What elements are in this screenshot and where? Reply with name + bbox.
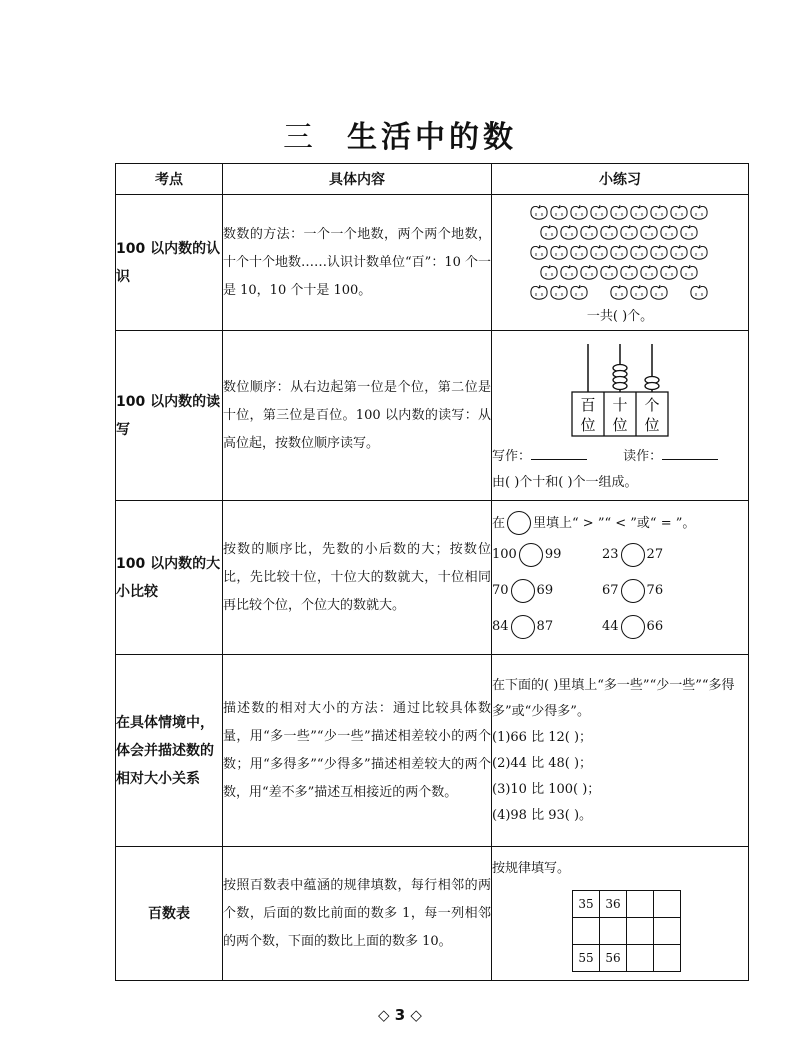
apples-illustration xyxy=(525,202,715,304)
num-b: 99 xyxy=(544,546,562,562)
list-item: (3)10 比 100( )； xyxy=(492,781,601,797)
row-content: 数位顺序：从右边起第一位是个位，第二位是十位，第三位是百位。100 以内数的读写：从高位起，按数位顺序读写。 xyxy=(223,331,492,501)
row-content: 数数的方法：一个一个地数，两个两个地数，十个十个地数……认识计数单位“百”：10 个一是 10，10 个十是 100。 xyxy=(223,195,492,331)
apple-icon xyxy=(661,225,677,239)
apple-icon xyxy=(551,245,567,259)
apple-icon xyxy=(611,245,627,259)
row-practice xyxy=(492,501,749,655)
apple-icon xyxy=(651,205,667,219)
grid-cell[interactable] xyxy=(627,890,654,917)
apple-icon xyxy=(641,225,657,239)
apple-icon xyxy=(591,205,607,219)
num-b: 66 xyxy=(646,618,664,634)
num-a: 44 xyxy=(602,618,619,634)
chapter-number: 三 xyxy=(283,120,317,155)
apple-icon xyxy=(531,205,547,219)
num-a: 67 xyxy=(602,582,619,598)
grid-cell[interactable] xyxy=(654,917,681,944)
num-b: 27 xyxy=(646,546,664,562)
apple-icon xyxy=(571,205,587,219)
compose-question: 由( )个十和( )个一组成。 xyxy=(492,474,638,490)
row-practice xyxy=(492,331,749,501)
num-a: 70 xyxy=(492,582,509,598)
apple-icon xyxy=(631,285,647,299)
compare-circle[interactable] xyxy=(511,579,535,603)
apple-icon xyxy=(541,225,557,239)
list-item: (2)44 比 48( )； xyxy=(492,755,593,771)
apple-icon xyxy=(681,265,697,279)
list-item: (4)98 比 93( )。 xyxy=(492,807,593,823)
row-topic: 在具体情境中，体会并描述数的相对大小关系 xyxy=(116,655,223,847)
compare-pair xyxy=(602,578,712,604)
summary-table xyxy=(115,163,749,981)
circle-icon xyxy=(507,511,531,535)
grid-cell[interactable] xyxy=(654,890,681,917)
grid-cell: 35 xyxy=(573,890,600,917)
apple-icon xyxy=(661,265,677,279)
row-practice xyxy=(492,195,749,331)
grid-cell: 56 xyxy=(600,944,627,971)
row-content: 描述数的相对大小的方法：通过比较具体数量，用“多一些”“少一些”描述相差较小的两个数；用“多得多”“少得多”描述相差较大的两个数，用“差不多”描述互相接近的两个数。 xyxy=(223,655,492,847)
apple-icon xyxy=(541,265,557,279)
chapter-title: 生活中的数 xyxy=(347,120,517,155)
compare-circle[interactable] xyxy=(621,543,645,567)
compare-circle[interactable] xyxy=(621,579,645,603)
grid-cell[interactable] xyxy=(627,944,654,971)
grid-cell[interactable] xyxy=(627,917,654,944)
apple-icon xyxy=(651,245,667,259)
apple-icon xyxy=(561,225,577,239)
svg-text:位: 位 xyxy=(644,415,660,434)
apple-icon xyxy=(591,245,607,259)
apple-icon xyxy=(601,225,617,239)
apple-icon xyxy=(691,245,707,259)
num-a: 23 xyxy=(602,546,619,562)
apple-icon xyxy=(611,285,627,299)
header-topic: 考点 xyxy=(116,164,223,195)
row-topic: 百数表 xyxy=(116,847,223,981)
apple-icon xyxy=(621,265,637,279)
apple-icon xyxy=(681,225,697,239)
write-label: 写作： xyxy=(492,448,532,464)
table-row xyxy=(116,331,749,501)
svg-text:百: 百 xyxy=(580,395,596,414)
page-title xyxy=(0,112,800,156)
apple-icon xyxy=(531,285,547,299)
num-a: 100 xyxy=(492,546,517,562)
compare-circle[interactable] xyxy=(621,615,645,639)
row-content: 按照百数表中蕴涵的规律填数，每行相邻的两个数，后面的数比前面的数多 1，每一列相邻的两个数，下面的数比上面的数多 10。 xyxy=(223,847,492,981)
apple-icon xyxy=(581,225,597,239)
table-row xyxy=(116,195,749,331)
grid-cell: 55 xyxy=(573,944,600,971)
svg-text:十: 十 xyxy=(612,395,628,414)
apple-icon xyxy=(581,265,597,279)
write-read-line xyxy=(492,444,748,470)
header-practice: 小练习 xyxy=(492,164,749,195)
compare-pair xyxy=(492,542,602,568)
apple-icon xyxy=(641,265,657,279)
abacus-icon xyxy=(570,342,670,438)
compare-instruction xyxy=(492,511,748,537)
apple-icon xyxy=(671,205,687,219)
compare-row xyxy=(492,609,748,645)
table-row xyxy=(116,847,749,981)
compare-pair xyxy=(602,614,712,640)
compare-row xyxy=(492,537,748,573)
read-label: 读作： xyxy=(623,448,663,464)
apple-icon xyxy=(551,205,567,219)
apple-icon xyxy=(571,285,587,299)
apple-icon xyxy=(531,245,547,259)
num-b: 87 xyxy=(536,618,554,634)
page-number: ◇ 3 ◇ xyxy=(378,1006,422,1024)
compare-pair xyxy=(492,614,602,640)
apple-icon xyxy=(561,265,577,279)
row-topic: 100 以内数的认识 xyxy=(116,195,223,331)
hundred-grid xyxy=(572,890,681,972)
row-content: 按数的顺序比，先数的小后数的大；按数位比，先比较十位，十位大的数就大，十位相同再比较个位，个位大的数就大。 xyxy=(223,501,492,655)
apple-icon xyxy=(611,205,627,219)
row-topic: 100 以内数的读写 xyxy=(116,331,223,501)
write-blank[interactable] xyxy=(531,445,587,460)
apple-icon xyxy=(621,225,637,239)
apple-icon xyxy=(551,285,567,299)
compare-circle[interactable] xyxy=(511,615,535,639)
grid-cell[interactable] xyxy=(573,917,600,944)
apple-icon xyxy=(601,265,617,279)
compare-circle[interactable] xyxy=(519,543,543,567)
table-row xyxy=(116,501,749,655)
instr-pre: 在 xyxy=(492,515,506,531)
list-item: (1)66 比 12( )； xyxy=(492,729,593,745)
apple-icon xyxy=(671,245,687,259)
grid-cell[interactable] xyxy=(600,917,627,944)
num-a: 84 xyxy=(492,618,509,634)
compare-pair xyxy=(602,542,712,568)
compare-pair xyxy=(492,578,602,604)
row-practice xyxy=(492,847,749,981)
svg-text:个: 个 xyxy=(644,395,660,414)
grid-instruction: 按规律填写。 xyxy=(492,860,571,876)
svg-text:位: 位 xyxy=(580,415,596,434)
instr-post: 里填上“ > ”“ < ”或“ = ”。 xyxy=(533,515,696,531)
num-b: 76 xyxy=(646,582,664,598)
num-b: 69 xyxy=(536,582,554,598)
apple-icon xyxy=(571,245,587,259)
apple-icon xyxy=(631,245,647,259)
row-practice xyxy=(492,655,749,847)
apple-icon xyxy=(631,205,647,219)
apple-count-question: 一共( )个。 xyxy=(586,308,654,324)
svg-text:位: 位 xyxy=(612,415,628,434)
header-content: 具体内容 xyxy=(223,164,492,195)
table-header xyxy=(116,164,749,195)
apple-icon xyxy=(651,285,667,299)
read-blank[interactable] xyxy=(662,445,718,460)
row-topic: 100 以内数的大小比较 xyxy=(116,501,223,655)
compare-row xyxy=(492,573,748,609)
apple-icon xyxy=(691,205,707,219)
table-row xyxy=(116,655,749,847)
apple-icon xyxy=(691,285,707,299)
grid-cell[interactable] xyxy=(654,944,681,971)
grid-cell: 36 xyxy=(600,890,627,917)
relative-instruction: 在下面的( )里填上“多一些”“少一些”“多得多”或“少得多”。 xyxy=(492,677,735,719)
